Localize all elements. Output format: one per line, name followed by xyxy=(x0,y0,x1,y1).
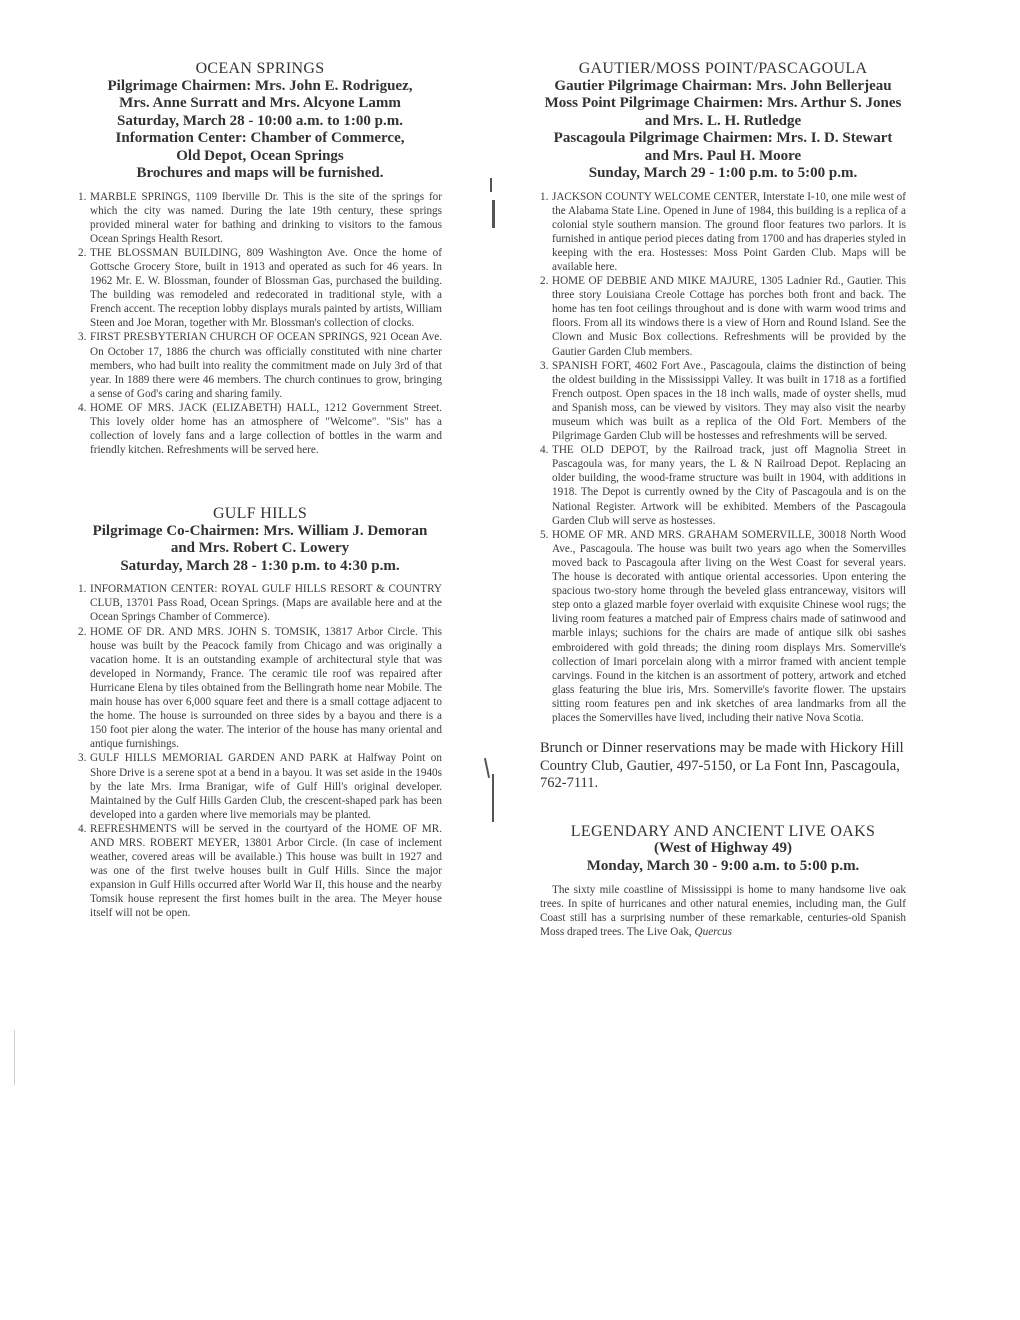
ocean-springs-chairmen-cont: Mrs. Anne Surratt and Mrs. Alcyone Lamm xyxy=(119,95,401,111)
gulf-hills-header xyxy=(78,505,442,575)
list-item xyxy=(78,625,442,752)
live-oaks-location: (West of Highway 49) xyxy=(654,840,792,857)
list-item xyxy=(540,528,906,725)
item-number: 2. xyxy=(78,625,87,638)
live-oaks-paragraph-text: The sixty mile coastline of Mississippi is home to many handsome live oak trees. In spite of hurricanes and other natural enemies, including man, the Gulf Coast still has a surprising number of these remarkable, centuries-old Spanish Moss draped trees. The Live Oak, xyxy=(540,884,906,939)
ocean-springs-info-location: Old Depot, Ocean Springs xyxy=(176,147,344,164)
item-text: HOME OF MR. AND MRS. GRAHAM SOMERVILLE, 30018 North Wood Ave., Pascagoula. The house was built two years ago when the Somervilles moved back to Pascagoula after living on the West Coast for several years. The house is decorated with antique oriental accessories. Upon entering the spacious two-story home through the beveled glass entranceway, visitors will step onto a glazed marble foyer overlaid with exquisite Chinese wool rugs; the living room features a matched pair of Empress chairs made of satinwood and marble inlays; suchions for the chairs are made of antique silk obi sashes embroidered with gold threads; the dining room displays Mrs. Somerville's collection of Imari porcelain along with a mirror framed with ancient temple carvings. Found in the kitchen is an assortment of pottery, artwork and etched glass featuring the blue iris, Mrs. Somerville's favorite flower. The upstairs sitting room features pen and ink sketches of area landmarks from all the places the Somervilles have lived, including their native Nova Scotia. xyxy=(552,528,906,724)
item-number: 2. xyxy=(540,275,549,288)
list-item xyxy=(78,401,442,457)
item-number: 4. xyxy=(540,444,549,457)
item-number: 4. xyxy=(78,401,87,414)
item-number: 3. xyxy=(78,752,87,765)
pascagoula-chairmen: Pascagoula Pilgrimage Chairmen: Mrs. I. D. Stewart xyxy=(553,130,893,146)
live-oaks-title: LEGENDARY AND ANCIENT LIVE OAKS xyxy=(570,822,876,840)
item-text: THE OLD DEPOT, by the Railroad track, just off Magnolia Street in Pascagoula was, for many years, the L & N Railroad Depot. Replacing an older building, the wood-frame structure was built in 1904, with additions in 1918. The Depot is currently owned by the City of Pascagoula and is on the National Register. Artwork will be exhibited. Members of the Pascagoula Garden Club will serve as hostesses. xyxy=(552,444,906,527)
list-item xyxy=(78,190,442,246)
list-item xyxy=(78,822,442,921)
item-text: INFORMATION CENTER: ROYAL GULF HILLS RESORT & COUNTRY CLUB, 13701 Pass Road, Ocean Springs. (Maps are available here and at the Ocean Springs Chamber of Commerce). xyxy=(90,583,442,624)
ocean-springs-brochures: Brochures and maps will be furnished. xyxy=(136,165,384,181)
gulf-hills-title: GULF HILLS xyxy=(212,505,308,523)
live-oaks-date: Monday, March 30 - 9:00 a.m. to 5:00 p.m. xyxy=(586,857,860,874)
list-item xyxy=(540,359,906,444)
item-text: SPANISH FORT, 4602 Fort Ave., Pascagoula, claims the distinction of being the oldest building in the Mississippi Valley. It was built in 1718 as a fortified French outpost. Open spaces in the 18 inch walls, made of oyster shells, mud and Spanish moss, can be viewed by visitors. They may also visit the nearby museum which was built as a replica of the Old Fort. Members of the Pilgrimage Garden Club will be hostesses and refreshments will be served. xyxy=(552,359,906,443)
binding-mark-top-1 xyxy=(490,178,492,192)
live-oaks-paragraph-italic: Quercus xyxy=(694,926,733,939)
list-item xyxy=(78,246,442,331)
list-item xyxy=(78,751,442,821)
gulf-hills-list xyxy=(78,582,442,920)
item-text: MARBLE SPRINGS, 1109 Iberville Dr. This is the site of the springs for which the city was named. During the late 19th century, these springs provided mineral water for bathing and drinking to visitors to the famous Ocean Springs Health Resort. xyxy=(90,190,442,245)
item-text: HOME OF DR. AND MRS. JOHN S. TOMSIK, 13817 Arbor Circle. This house was built by the Peacock family from Chicago and was originally a vacation home. It is an outstanding example of architectural style that was developed in Normandy, France. The ceramic tile roof was repaired after Hurricane Elena by tiles obtained from the Bellingrath home near Mobile. The main house has over 6,000 square feet and there is a small cottage adjacent to the home. The house is surrounded on three sides by a bayou and there is a 150 foot pier along the water. The interior of the house has many oriental and antique furnishings. xyxy=(90,625,442,751)
item-number: 4. xyxy=(78,822,87,835)
item-text: JACKSON COUNTY WELCOME CENTER, Interstate I-10, one mile west of the Alabama State Line. Opened in June of 1984, this building is a replica of a colonial style southern mansion. The ground floor features two parlors. It is furnished in antique period pieces dating from 1700 and has draperies styled in keeping with the era. Hostesses: Moss Point Garden Club. Maps will be available here. xyxy=(552,190,906,273)
binding-mark-top-2 xyxy=(492,200,495,228)
pascagoula-chairmen-cont: and Mrs. Paul H. Moore xyxy=(644,147,802,164)
ocean-springs-chairmen: Pilgrimage Chairmen: Mrs. John E. Rodriguez, xyxy=(107,77,413,94)
item-text: THE BLOSSMAN BUILDING, 809 Washington Ave. Once the home of Gottsche Grocery Store, built in 1913 and operated as such for 46 years. In 1962 Mr. E. W. Blossman, founder of Blossman Gas, purchased the building. The building was remodeled and redecorated in traditional style, with a French accent. The reception lobby displays murals painted by artists, William Steen and Joe Moran, together with Mr. Blossman's collection of clocks. xyxy=(90,246,442,330)
left-column xyxy=(78,60,442,921)
live-oaks-header xyxy=(540,823,906,876)
gautier-list xyxy=(540,190,906,726)
gulf-hills-chairmen: Pilgrimage Co-Chairmen: Mrs. William J. Demoran xyxy=(92,522,428,539)
right-column xyxy=(540,60,906,939)
list-item xyxy=(78,330,442,400)
gautier-title: GAUTIER/MOSS POINT/PASCAGOULA xyxy=(578,60,868,77)
gautier-header xyxy=(540,60,906,183)
live-oaks-paragraph xyxy=(540,883,906,939)
ocean-springs-info-center: Information Center: Chamber of Commerce, xyxy=(115,130,405,146)
item-text: FIRST PRESBYTERIAN CHURCH OF OCEAN SPRINGS, 921 Ocean Ave. On October 17, 1886 the church was officially constituted with nine charter members, who had built into reality the commitment made on July 3rd of that year. In 1889 there were 46 members. The church continues to grow, bringing a sense of God's caring and sharing family. xyxy=(90,331,442,400)
list-item xyxy=(78,582,442,624)
item-number: 1. xyxy=(78,190,87,203)
item-text: HOME OF DEBBIE AND MIKE MAJURE, 1305 Ladnier Rd., Gautier. This three story Louisiana Creole Cottage has porches both front and back. The home has ten foot ceilings throughout and is done with warm wood trims and floors. From all its windows there is a view of Horn and Round Island. See the Clown and Music Box collections. Refreshments will be provided by the Gautier Garden Club members. xyxy=(552,275,906,358)
item-number: 2. xyxy=(78,246,87,259)
list-item xyxy=(540,443,906,528)
scan-edge-line xyxy=(14,1030,15,1085)
ocean-springs-title: OCEAN SPRINGS xyxy=(195,60,325,77)
item-number: 3. xyxy=(540,359,549,372)
gautier-date: Sunday, March 29 - 1:00 p.m. to 5:00 p.m. xyxy=(588,165,858,181)
list-item xyxy=(540,274,906,359)
gautier-chairman: Gautier Pilgrimage Chairman: Mrs. John Bellerjeau xyxy=(554,77,892,94)
item-text: HOME OF MRS. JACK (ELIZABETH) HALL, 1212 Government Street. This lovely older home has an atmosphere of "Welcome". "Sis" has a collection of lovely fans and a large collection of bottles in the warm and friendly kitchen. Refreshments will be served here. xyxy=(90,401,442,457)
ocean-springs-list xyxy=(78,190,442,458)
moss-point-chairmen: Moss Point Pilgrimage Chairmen: Mrs. Arthur S. Jones xyxy=(544,95,902,111)
moss-point-chairmen-cont: and Mrs. L. H. Rutledge xyxy=(644,112,802,129)
binding-mark-bottom-1 xyxy=(484,758,490,778)
gulf-hills-chairmen-cont: and Mrs. Robert C. Lowery xyxy=(170,540,350,557)
item-text: REFRESHMENTS will be served in the courtyard of the HOME OF MR. AND MRS. ROBERT MEYER, 13801 Arbor Circle. (In case of inclement weather, covered areas will be available.) This house was built in 1927 and was one of the first twelve houses built in Gulf Hills. Since the major expansion in Gulf Hills occurred after World War II, this house and the nearby Tomsik house represent the first homes built in the area. The Meyer house itself will not be open. xyxy=(90,822,442,920)
reservations-note: Brunch or Dinner reservations may be made with Hickory Hill Country Club, Gautier, 497-5150, or La Font Inn, Pascagoula, 762-7111. xyxy=(540,740,904,792)
item-number: 3. xyxy=(78,331,87,344)
item-number: 1. xyxy=(540,190,549,203)
ocean-springs-date: Saturday, March 28 - 10:00 a.m. to 1:00 p.m. xyxy=(117,112,403,129)
item-number: 1. xyxy=(78,583,87,596)
ocean-springs-header xyxy=(78,60,442,183)
item-text: GULF HILLS MEMORIAL GARDEN AND PARK at Halfway Point on Shore Drive is a serene spot at a bend in a bayou. It was set aside in the 1940s by the late Mrs. Irma Branigar, wife of Gulf Hill's original developer. Maintained by the Gulf Hills Garden Club, the crescent-shaped park has been developed into a garden where live memorials may be planted. xyxy=(90,752,442,821)
gulf-hills-date: Saturday, March 28 - 1:30 p.m. to 4:30 p.m. xyxy=(120,557,400,574)
list-item xyxy=(540,190,906,275)
binding-mark-bottom-2 xyxy=(492,774,494,822)
item-number: 5. xyxy=(540,528,549,541)
